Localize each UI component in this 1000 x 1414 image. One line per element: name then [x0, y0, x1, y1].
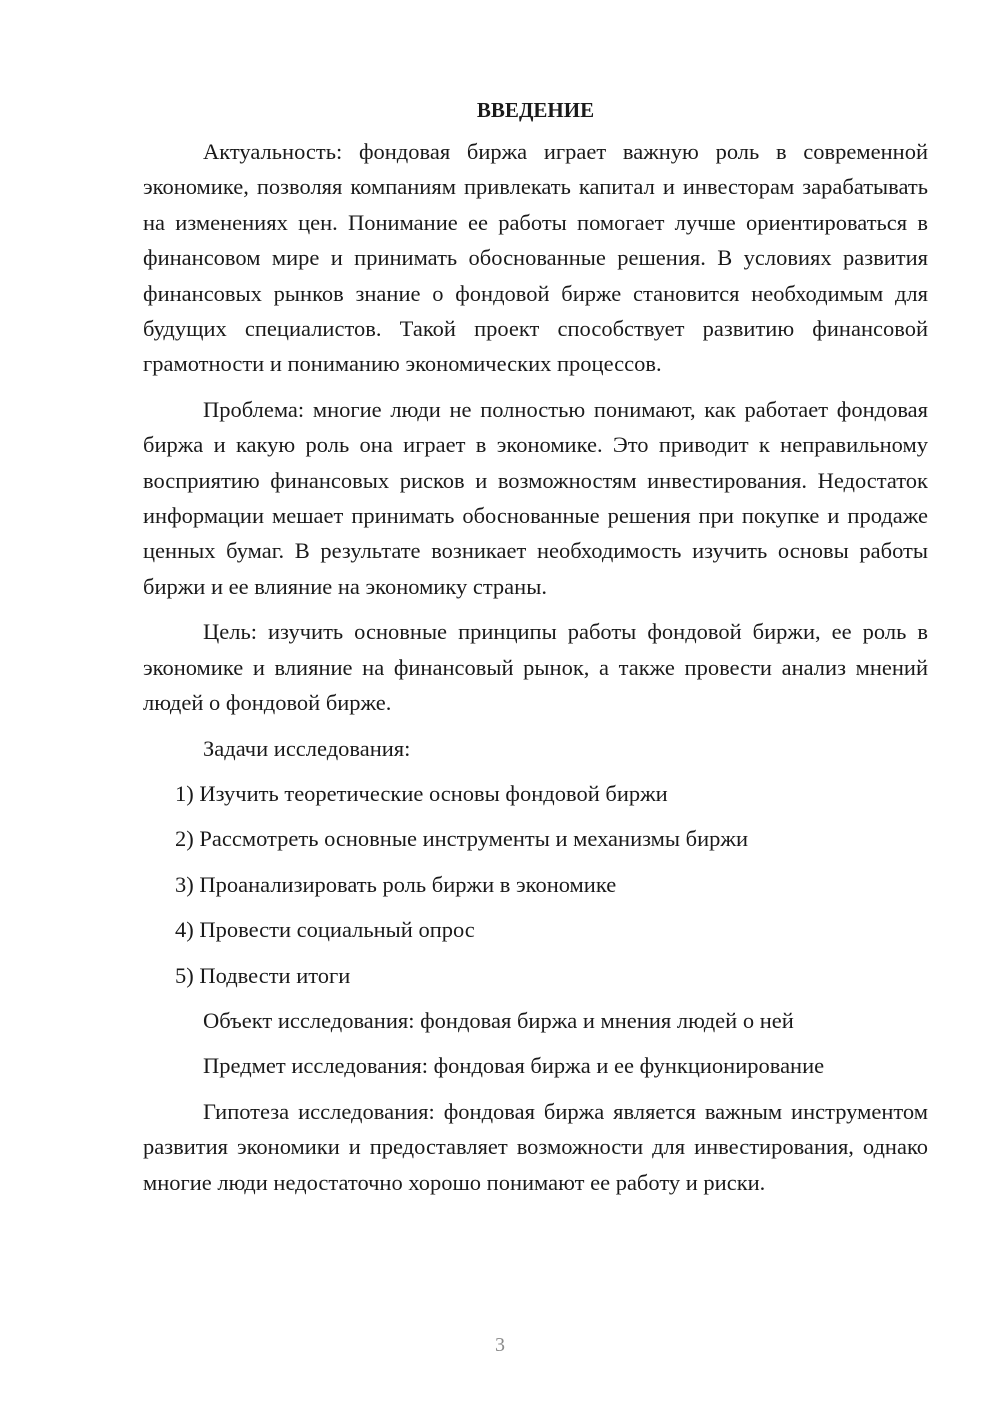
- hypothesis-paragraph: Гипотеза исследования: фондовая биржа является важным инструментом развития экономики и предоставляет возможности для инвестирования, однако многие люди недостаточно хорошо понимают ее работу и риски.: [143, 1098, 928, 1195]
- object-line: Объект исследования: фондовая биржа и мнения людей о ней: [203, 1007, 794, 1033]
- list-item: 4) Провести социальный опрос: [175, 917, 475, 943]
- list-item: 2) Рассмотреть основные инструменты и механизмы биржи: [175, 826, 748, 852]
- document-page: [143, 92, 928, 1210]
- tasks-list: [143, 776, 928, 993]
- list-item: 3) Проанализировать роль биржи в экономике: [175, 871, 617, 897]
- tasks-heading: Задачи исследования:: [203, 735, 411, 761]
- problem-paragraph: Проблема: многие люди не полностью понимают, как работает фондовая биржа и какую роль она играет в экономике. Это приводит к неправильному восприятию финансовых рисков и возможностям инвестирования. Недостаток информации мешает принимать обоснованные решения при покупке и продаже ценных бумаг. В результате возникает необходимость изучить основы работы биржи и ее влияние на экономику страны.: [143, 396, 928, 599]
- page-number: 3: [495, 1334, 505, 1356]
- list-item: 5) Подвести итоги: [175, 962, 351, 988]
- relevance-paragraph: Актуальность: фондовая биржа играет важную роль в современной экономике, позволяя компаниям привлекать капитал и инвесторам зарабатывать на изменениях цен. Понимание ее работы помогает лучше ориентироваться в финансовом мире и принимать обоснованные решения. В условиях развития финансовых рынков знание о фондовой бирже становится необходимым для будущих специалистов. Такой проект способствует развитию финансовой грамотности и пониманию экономических процессов.: [143, 139, 928, 377]
- list-item: 1) Изучить теоретические основы фондовой биржи: [175, 780, 668, 806]
- section-heading: ВВЕДЕНИЕ: [476, 98, 595, 122]
- subject-line: Предмет исследования: фондовая биржа и ее функционирование: [203, 1053, 825, 1079]
- goal-paragraph: Цель: изучить основные принципы работы фондовой биржи, ее роль в экономике и влияние на финансовый рынок, а также провести анализ мнений людей о фондовой бирже.: [143, 619, 928, 716]
